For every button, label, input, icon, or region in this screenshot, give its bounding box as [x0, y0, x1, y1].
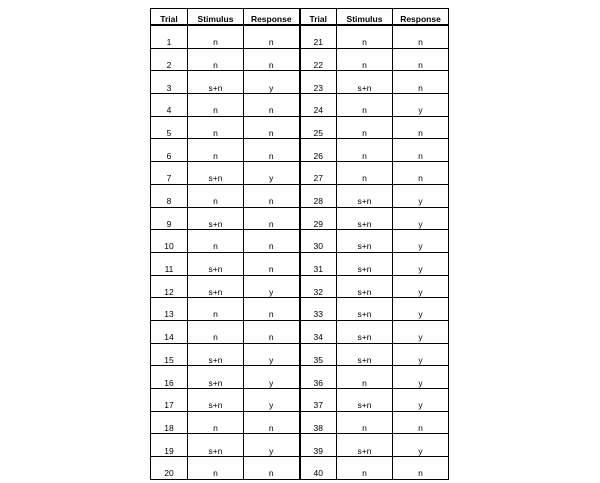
cell-trial: 23 — [300, 71, 337, 94]
cell-stimulus: s+n — [337, 184, 393, 207]
cell-stimulus: s+n — [337, 252, 393, 275]
cell-response: y — [244, 71, 300, 94]
cell-trial: 11 — [151, 252, 188, 275]
cell-trial: 5 — [151, 116, 188, 139]
cell-stimulus: s+n — [337, 343, 393, 366]
cell-response: n — [244, 139, 300, 162]
cell-stimulus: s+n — [188, 252, 244, 275]
table-row — [151, 343, 449, 366]
header-stimulus-left: Stimulus — [188, 9, 244, 26]
cell-trial: 12 — [151, 275, 188, 298]
cell-trial: 38 — [300, 411, 337, 434]
table-row — [151, 25, 449, 48]
table-row — [151, 366, 449, 389]
cell-stimulus: s+n — [337, 207, 393, 230]
cell-response: y — [393, 366, 449, 389]
cell-trial: 30 — [300, 230, 337, 253]
cell-stimulus: n — [188, 25, 244, 48]
cell-stimulus: n — [337, 162, 393, 185]
table-row — [151, 71, 449, 94]
cell-trial: 24 — [300, 94, 337, 117]
cell-stimulus: s+n — [337, 389, 393, 412]
cell-response: n — [244, 94, 300, 117]
cell-response: n — [244, 411, 300, 434]
cell-trial: 21 — [300, 25, 337, 48]
cell-stimulus: s+n — [188, 434, 244, 457]
cell-stimulus: n — [337, 411, 393, 434]
cell-response: y — [393, 343, 449, 366]
cell-stimulus: s+n — [337, 320, 393, 343]
cell-trial: 35 — [300, 343, 337, 366]
cell-stimulus: s+n — [188, 275, 244, 298]
header-response-left: Response — [244, 9, 300, 26]
cell-trial: 13 — [151, 298, 188, 321]
cell-stimulus: n — [188, 298, 244, 321]
cell-trial: 26 — [300, 139, 337, 162]
cell-response: y — [244, 434, 300, 457]
cell-response: n — [244, 207, 300, 230]
cell-trial: 9 — [151, 207, 188, 230]
cell-stimulus: n — [188, 116, 244, 139]
table-row — [151, 207, 449, 230]
cell-trial: 2 — [151, 48, 188, 71]
cell-response: y — [244, 366, 300, 389]
cell-response: y — [393, 230, 449, 253]
cell-trial: 15 — [151, 343, 188, 366]
cell-stimulus: n — [188, 320, 244, 343]
cell-trial: 20 — [151, 457, 188, 480]
cell-response: y — [393, 389, 449, 412]
table-row — [151, 411, 449, 434]
cell-response: n — [244, 320, 300, 343]
cell-stimulus: s+n — [188, 207, 244, 230]
table-row — [151, 162, 449, 185]
cell-stimulus: n — [337, 366, 393, 389]
cell-stimulus: n — [337, 116, 393, 139]
table-row — [151, 139, 449, 162]
cell-trial: 19 — [151, 434, 188, 457]
cell-response: n — [244, 48, 300, 71]
cell-response: y — [244, 343, 300, 366]
cell-response: y — [393, 298, 449, 321]
table-row — [151, 252, 449, 275]
cell-trial: 33 — [300, 298, 337, 321]
cell-response: n — [393, 48, 449, 71]
cell-trial: 3 — [151, 71, 188, 94]
cell-trial: 16 — [151, 366, 188, 389]
cell-trial: 6 — [151, 139, 188, 162]
cell-response: n — [244, 252, 300, 275]
cell-trial: 29 — [300, 207, 337, 230]
cell-response: n — [393, 116, 449, 139]
table-row — [151, 94, 449, 117]
cell-stimulus: n — [337, 25, 393, 48]
table-row — [151, 457, 449, 480]
cell-stimulus: s+n — [188, 366, 244, 389]
cell-stimulus: s+n — [188, 343, 244, 366]
cell-stimulus: n — [337, 48, 393, 71]
cell-response: y — [244, 389, 300, 412]
cell-trial: 27 — [300, 162, 337, 185]
cell-response: y — [393, 94, 449, 117]
cell-stimulus: s+n — [188, 162, 244, 185]
cell-stimulus: s+n — [188, 71, 244, 94]
table-body — [151, 25, 449, 479]
cell-stimulus: n — [337, 139, 393, 162]
cell-stimulus: n — [188, 184, 244, 207]
cell-stimulus: s+n — [337, 275, 393, 298]
table-row — [151, 116, 449, 139]
cell-trial: 18 — [151, 411, 188, 434]
cell-trial: 10 — [151, 230, 188, 253]
cell-response: y — [393, 275, 449, 298]
cell-trial: 37 — [300, 389, 337, 412]
cell-response: n — [244, 25, 300, 48]
table-row — [151, 298, 449, 321]
cell-response: y — [393, 320, 449, 343]
cell-stimulus: s+n — [337, 230, 393, 253]
cell-response: y — [393, 252, 449, 275]
cell-trial: 1 — [151, 25, 188, 48]
cell-trial: 34 — [300, 320, 337, 343]
table-row — [151, 184, 449, 207]
table-row — [151, 275, 449, 298]
table-row — [151, 230, 449, 253]
cell-response: y — [393, 207, 449, 230]
cell-stimulus: s+n — [337, 298, 393, 321]
cell-stimulus: n — [188, 230, 244, 253]
cell-stimulus: n — [188, 457, 244, 480]
cell-trial: 40 — [300, 457, 337, 480]
cell-trial: 39 — [300, 434, 337, 457]
cell-stimulus: s+n — [188, 389, 244, 412]
cell-trial: 17 — [151, 389, 188, 412]
cell-response: n — [393, 25, 449, 48]
cell-stimulus: n — [188, 139, 244, 162]
cell-trial: 14 — [151, 320, 188, 343]
cell-response: n — [393, 162, 449, 185]
cell-response: n — [393, 411, 449, 434]
table-row — [151, 320, 449, 343]
cell-trial: 28 — [300, 184, 337, 207]
cell-response: y — [244, 162, 300, 185]
cell-response: y — [393, 184, 449, 207]
table-row — [151, 389, 449, 412]
cell-stimulus: n — [188, 411, 244, 434]
cell-response: n — [244, 184, 300, 207]
cell-trial: 31 — [300, 252, 337, 275]
cell-stimulus: n — [188, 94, 244, 117]
cell-response: y — [244, 275, 300, 298]
cell-response: n — [244, 230, 300, 253]
cell-stimulus: n — [337, 457, 393, 480]
cell-trial: 36 — [300, 366, 337, 389]
cell-response: n — [244, 457, 300, 480]
cell-response: n — [244, 116, 300, 139]
cell-response: y — [393, 434, 449, 457]
cell-trial: 7 — [151, 162, 188, 185]
header-trial-right: Trial — [300, 9, 337, 26]
cell-response: n — [393, 457, 449, 480]
cell-trial: 32 — [300, 275, 337, 298]
cell-response: n — [244, 298, 300, 321]
cell-stimulus: n — [337, 94, 393, 117]
cell-stimulus: s+n — [337, 434, 393, 457]
header-trial-left: Trial — [151, 9, 188, 26]
cell-trial: 4 — [151, 94, 188, 117]
cell-response: n — [393, 71, 449, 94]
trial-response-table — [150, 8, 449, 480]
header-response-right: Response — [393, 9, 449, 26]
table-row — [151, 48, 449, 71]
header-row — [151, 9, 449, 26]
header-stimulus-right: Stimulus — [337, 9, 393, 26]
cell-stimulus: s+n — [337, 71, 393, 94]
cell-stimulus: n — [188, 48, 244, 71]
cell-trial: 22 — [300, 48, 337, 71]
cell-trial: 8 — [151, 184, 188, 207]
cell-response: n — [393, 139, 449, 162]
table-row — [151, 434, 449, 457]
cell-trial: 25 — [300, 116, 337, 139]
